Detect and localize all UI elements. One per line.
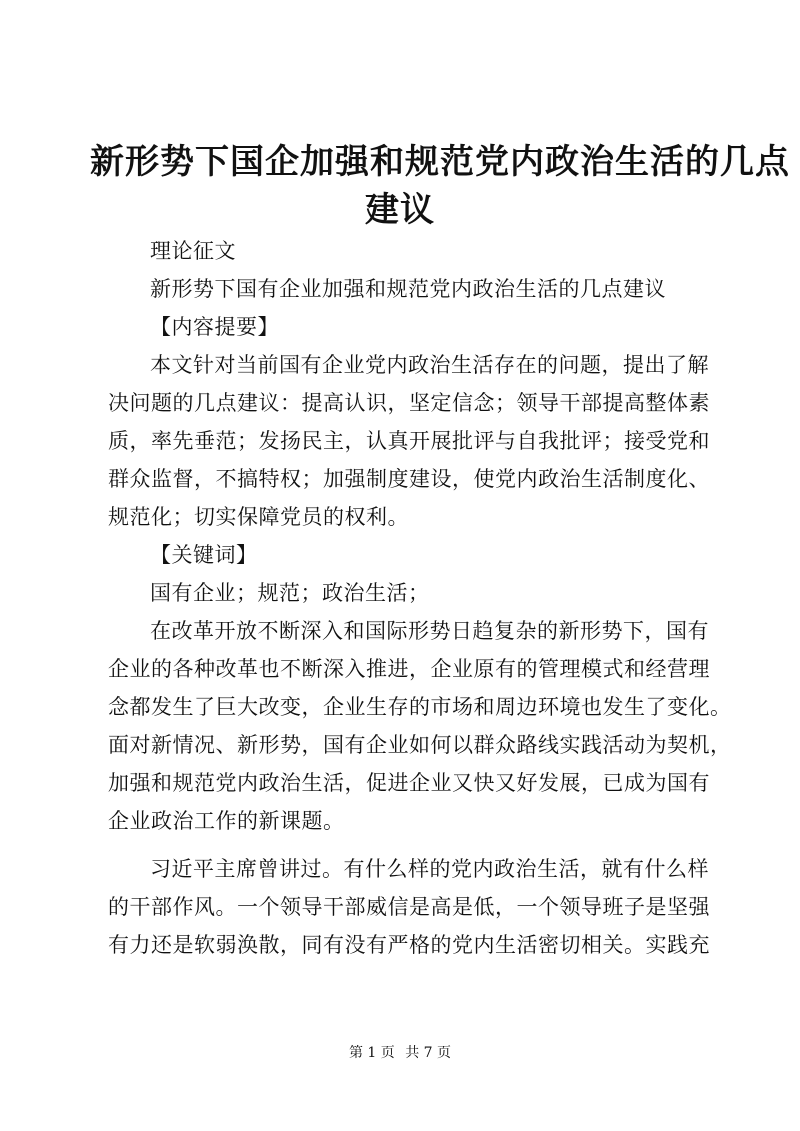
paragraph-line: 有力还是软弱涣散，同有没有严格的党内生活密切相关。实践充 xyxy=(108,933,710,957)
paragraph-line: 企业的各种改革也不断深入推进，企业原有的管理模式和经营理 xyxy=(108,657,710,681)
paragraph-line: 加强和规范党内政治生活，促进企业又快又好发展，已成为国有 xyxy=(108,771,710,795)
paragraph-line: 习近平主席曾讲过。有什么样的党内政治生活，就有什么样 xyxy=(150,857,709,881)
keywords-heading: 【关键词】 xyxy=(150,543,258,567)
abstract-line: 群众监督，不搞特权；加强制度建设，使党内政治生活制度化、 xyxy=(108,467,710,491)
title-line-2: 建议 xyxy=(365,190,435,230)
abstract-line: 本文针对当前国有企业党内政治生活存在的问题，提出了解 xyxy=(150,353,709,377)
page-total: 共 7 页 xyxy=(405,1045,452,1061)
subtitle: 新形势下国有企业加强和规范党内政治生活的几点建议 xyxy=(150,277,666,301)
page-number: 第 1 页 xyxy=(348,1045,395,1061)
paragraph-line: 在改革开放不断深入和国际形势日趋复杂的新形势下，国有 xyxy=(150,619,709,643)
document-body xyxy=(108,232,732,964)
abstract-heading: 【内容提要】 xyxy=(150,315,279,339)
document-title xyxy=(90,138,790,234)
paragraph-line: 念都发生了巨大改变，企业生存的市场和周边环境也发生了变化。 xyxy=(108,695,732,719)
abstract-line: 决问题的几点建议：提高认识，坚定信念；领导干部提高整体素 xyxy=(108,391,710,415)
paragraph-line: 企业政治工作的新课题。 xyxy=(108,809,345,833)
title-line-1: 新形势下国企加强和规范党内政治生活的几点 xyxy=(90,142,790,182)
page-footer xyxy=(0,1042,800,1062)
paragraph-line: 的干部作风。一个领导干部威信是高是低，一个领导班子是坚强 xyxy=(108,895,710,919)
keywords-text: 国有企业；规范；政治生活； xyxy=(150,581,430,605)
category-label: 理论征文 xyxy=(150,239,236,263)
paragraph-line: 面对新情况、新形势，国有企业如何以群众路线实践活动为契机， xyxy=(108,733,732,757)
abstract-line: 质，率先垂范；发扬民主，认真开展批评与自我批评；接受党和 xyxy=(108,429,710,453)
abstract-line: 规范化；切实保障党员的权利。 xyxy=(108,505,409,529)
